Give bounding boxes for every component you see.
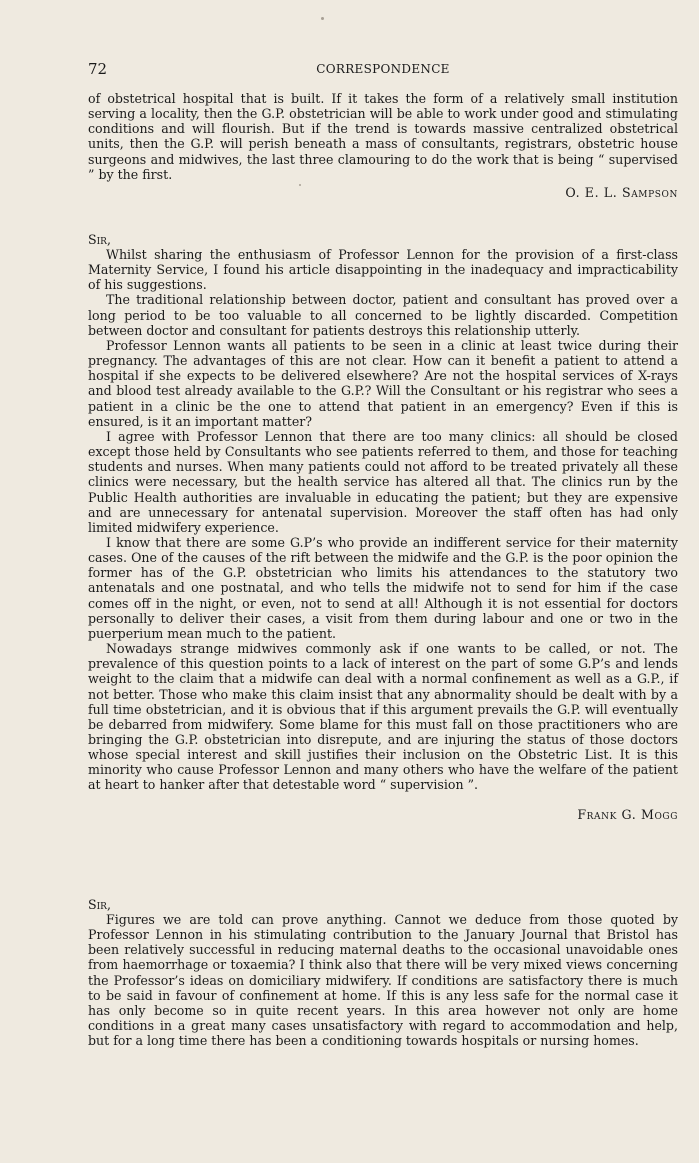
paragraph: of obstetrical hospital that is built. If it takes the form of a relatively small institution serving a locality, then the G.P. obstetrician will be able to work under good and stimulating conditions and will flourish. But if the trend is towards massive centralized obstetrical units, then the G.P. will perish beneath a mass of consultants, registrars, obstetric house surgeons and midwives, the last three clamouring to do the work that is being “ supervised ” by the first. — [88, 91, 678, 182]
paragraph: Whilst sharing the enthusiasm of Professor Lennon for the provision of a first-class Maternity Service, I found his article disappointing in the inadequacy and impracticability of his suggestions. — [88, 247, 678, 293]
paragraph: Figures we are told can prove anything. Cannot we deduce from those quoted by Professor Lennon in his stimulating contribution to the January Journal that Bristol has been relatively successful in reducing maternal deaths to the occasional unavoidable ones from haemorrhage or toxaemia? I think also that there will be very mixed views concerning the Professor’s ideas on domiciliary midwifery. If conditions are satisfactory there is much to be said in favour of confinement at home. If this is any less safe for the normal case it has only become so in quite recent years. In this area however not only are home conditions in a great many cases unsatisfactory with regard to accommodation and help, but for a long time there has been a conditioning towards hospitals or nursing homes. — [88, 912, 678, 1049]
salutation: Sir, — [88, 232, 111, 247]
paragraph: Professor Lennon wants all patients to be seen in a clinic at least twice during their pregnancy. The advantages of this are not clear. How can it benefit a patient to attend a hospital if she expects to be delivered elsewhere? Are not the hospital services of X-rays and blood test already available to the G.P.? Will the Consultant or his registrar who sees a patient in a clinic be the one to attend that patient in an emergency? Even if this is ensured, is it an important matter? — [88, 337, 678, 429]
running-head: CORRESPONDENCE — [316, 62, 450, 76]
letter-third — [88, 897, 678, 1048]
letter-sampson — [88, 91, 678, 200]
salutation: Sir, — [88, 897, 111, 912]
paragraph: Nowadays strange midwives commonly ask if one wants to be called, or not. The prevalence of this question points to a lack of interest on the part of some G.P’s and lends weight to the claim that a midwife can deal with a normal confinement as well as a G.P., if not better. Those who make this claim insist that any abnormality should be dealt with by a full time obstetrician, and it is obvious that if this argument prevails the G.P. will eventually be debarred from midwifery. Some blame for this must fall on those practitioners who are bringing the G.P. obstetrician into disrepute, and are injuring the status of those doctors whose special interest and skill justifies their inclusion on the Obstetric List. It is this minority who cause Professor Lennon and many others who have the welfare of the patient at heart to hanker after that detestable word “ supervision ”. — [88, 641, 678, 793]
paragraph: I know that there are some G.P’s who provide an indifferent service for their maternity cases. One of the causes of the rift between the midwife and the G.P. is the poor opinion the former has of the G.P. obstetrician who limits his attendances to the statutory two antenatals and one postnatal, and who tells the midwife not to send for him if the case comes off in the night, or even, not to send at all! Although it is not essential for doctors personally to deliver their cases, a visit from them during labour and one or two in the puerperium mean much to the patient. — [88, 534, 678, 641]
page-number: 72 — [88, 60, 108, 78]
paragraph: The traditional relationship between doctor, patient and consultant has proved over a long period to be too valuable to all concerned to be lightly discarded. Competition between doctor and consultant for patients destroys this relationship utterly. — [88, 292, 678, 338]
signature: O. E. L. Sampson — [565, 184, 678, 200]
paragraph: I agree with Professor Lennon that there are too many clinics: all should be closed except those held by Consultants who see patients referred to them, and those for teaching students and nurses. When many patients could not afford to be treated privately all these clinics were necessary, but the health service has altered all that. The clinics run by the Public Health authorities are invaluable in educating the patient; but they are expensive and are unnecessary for antenatal supervision. Moreover the staff often has had only limited midwifery experience. — [88, 428, 678, 535]
signature: Frank G. Mogg — [577, 806, 678, 822]
paper-speck — [321, 17, 324, 20]
letter-mogg — [88, 232, 678, 822]
page-header — [88, 60, 678, 80]
